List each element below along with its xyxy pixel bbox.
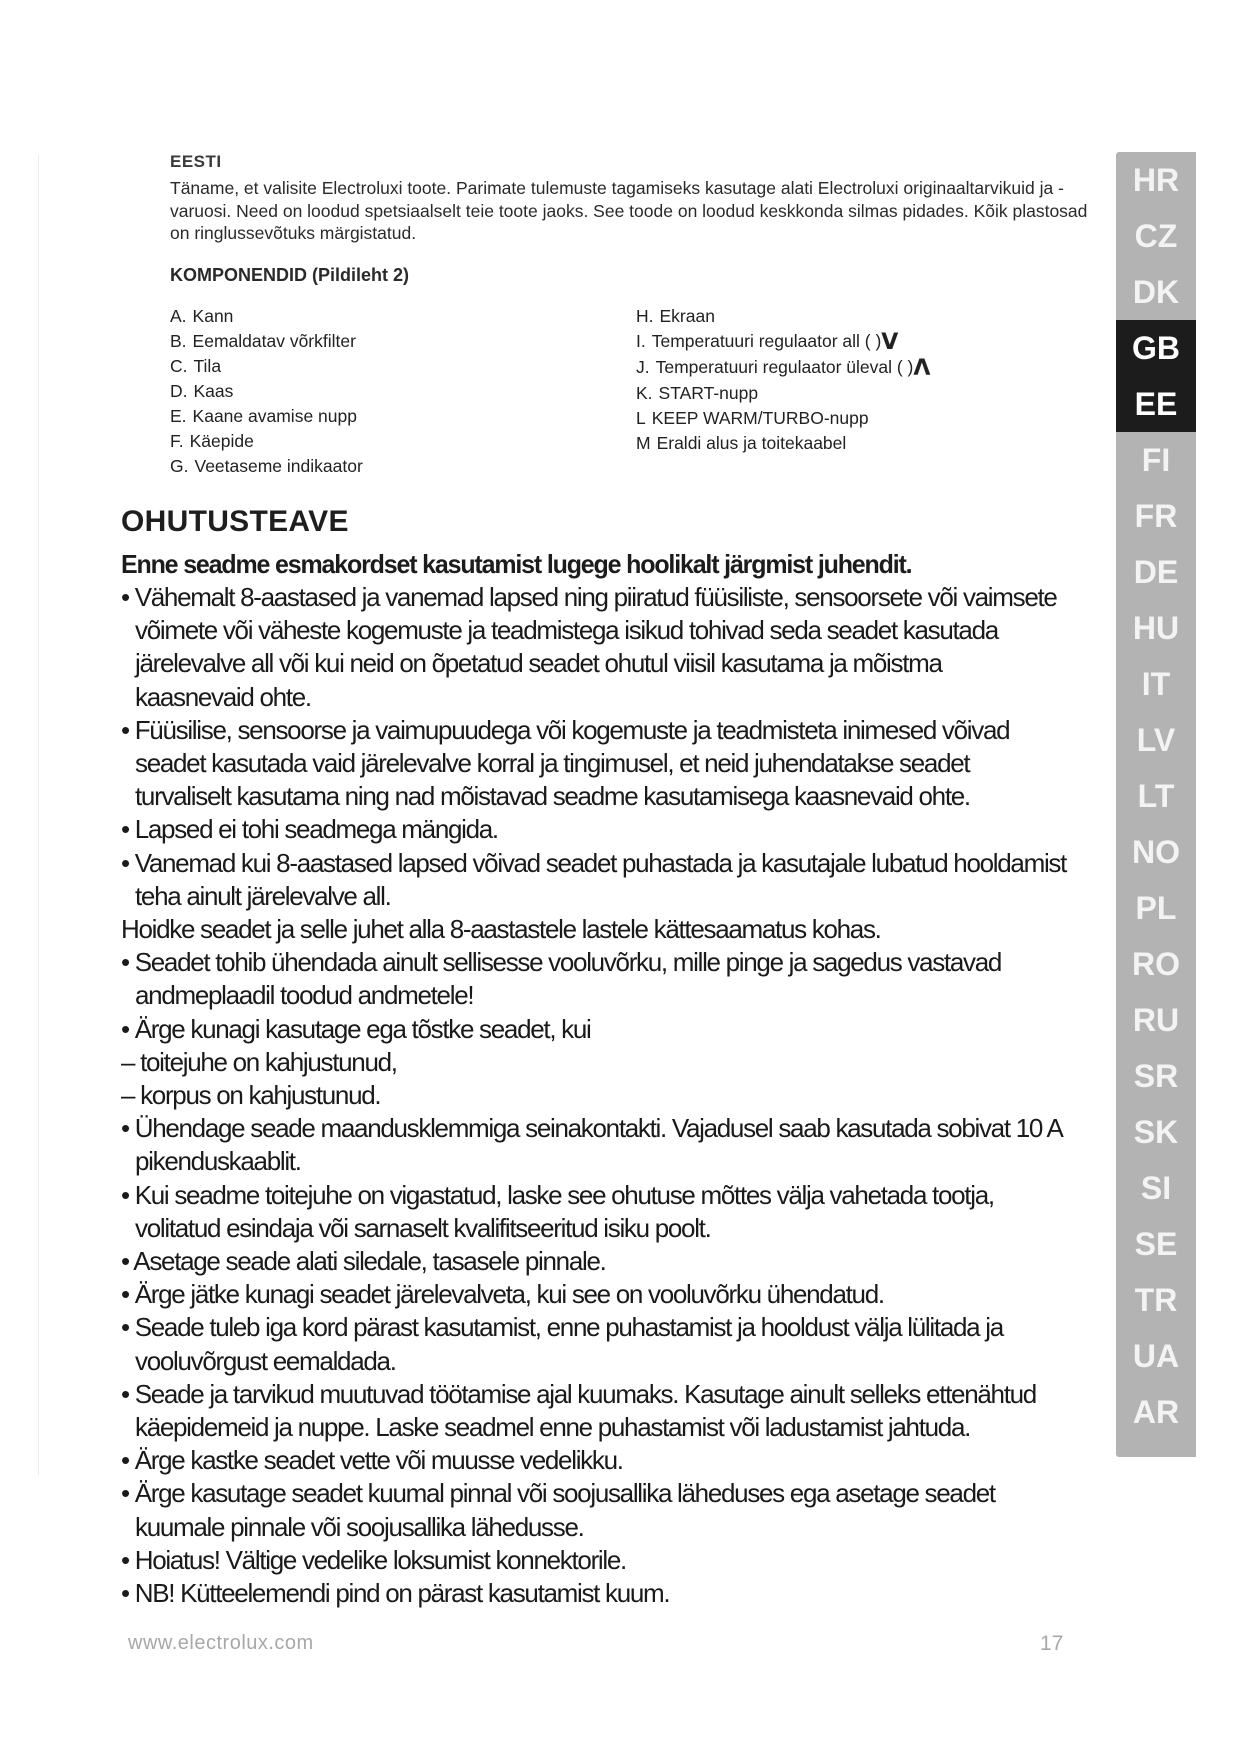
language-tab-tr[interactable]: TR [1134,1282,1178,1318]
safety-line: volitatud esindaja või sarnaselt kvalifitseeritud isiku poolt. [135,1212,711,1243]
safety-item [121,946,1096,1012]
component-label: Temperatuuri regulaator üleval ( ) [655,357,914,377]
component-label: Veetaseme indikaator [194,456,363,476]
language-tab-de[interactable]: DE [1133,554,1179,590]
safety-line: järelevalve all või kui neid on õpetatud seadet ohutul viisil kasutama ja mõistma [135,648,942,679]
component-label: KEEP WARM/TURBO-nupp [651,408,869,428]
safety-line: – toitejuhe on kahjustunud, [121,1046,397,1077]
language-tabs [1116,152,1196,1457]
safety-item [121,1179,1096,1245]
safety-line: • NB! Kütteelemendi pind on pärast kasutamist kuum. [121,1578,670,1609]
component-item [170,304,610,329]
safety-item [121,1079,1096,1112]
language-tab-it[interactable]: IT [1141,666,1171,702]
component-item [170,404,610,429]
component-letter: L [636,408,646,428]
component-label: Ekraan [659,306,715,326]
component-letter: G. [170,456,189,476]
safety-item [121,1544,1096,1577]
language-tab-hr[interactable]: HR [1132,162,1180,198]
safety-line: – korpus on kahjustunud. [121,1080,381,1111]
safety-line: pikenduskaablit. [135,1146,301,1177]
page-margin-rule [38,155,39,1475]
safety-line: • Ärge jätke kunagi seadet järelevalveta, kui see on vooluvõrku ühendatud. [121,1279,884,1310]
component-label: Eemaldatav võrkfilter [192,331,356,351]
safety-item [121,1311,1096,1377]
component-item [170,354,610,379]
components-list-left [170,304,610,479]
language-tab-hu[interactable]: HU [1132,610,1180,646]
component-label: Eraldi alus ja toitekaabel [656,433,847,453]
safety-line: Hoidke seadet ja selle juhet alla 8-aastastele lastele kättesaamatus kohas. [121,914,881,945]
component-item [170,329,610,354]
safety-section [121,548,1096,1610]
temperature-arrow-icon: Λ [913,356,931,381]
language-tab-no[interactable]: NO [1132,834,1180,870]
safety-line: • Vähemalt 8-aastased ja vanemad lapsed ning piiratud füüsiliste, sensoorsete või vaimsete [121,582,1057,612]
component-letter: F. [170,431,184,451]
component-label: Temperatuuri regulaator all ( ) [651,331,882,351]
language-tab-pl[interactable]: PL [1135,890,1177,926]
component-label: Kaane avamise nupp [192,406,357,426]
component-item [636,304,1076,329]
safety-line: • Ühendage seade maandusklemmiga seinakontakti. Vajadusel saab kasutada sobivat 10 A [121,1113,1063,1144]
component-label: Kann [192,306,234,326]
safety-item [121,913,1096,946]
component-label: Käepide [189,431,254,451]
safety-line: • Seadet tohib ühendada ainult sellisesse vooluvõrku, mille pinge ja sagedus vastavad [121,947,1002,978]
component-letter: A. [170,306,187,326]
safety-line: kaasnevaid ohte. [135,681,311,712]
safety-item [121,1046,1096,1079]
component-item [636,329,1076,355]
language-tab-dk[interactable]: DK [1132,274,1180,310]
component-item [636,431,1076,456]
safety-line: seadet kasutada vaid järelevalve korral ja tingimusel, et neid juhendatakse seadet [135,748,970,779]
footer-url[interactable]: www.electrolux.com [128,1632,314,1654]
components-title: KOMPONENDID [170,265,308,285]
language-tab-lt[interactable]: LT [1137,778,1175,814]
component-letter: M [636,433,651,453]
safety-item [121,1477,1096,1543]
component-letter: D. [170,381,188,401]
safety-line: • Füüsilise, sensoorse ja vaimupuudega või kogemuste ja teadmisteta inimesed võivad [121,714,1010,745]
component-letter: B. [170,331,187,351]
language-tab-gb[interactable]: GB [1116,320,1196,376]
language-heading: EESTI [170,152,222,171]
component-letter: C. [170,356,188,376]
safety-intro: Enne seadme esmakordset kasutamist lugege hoolikalt järgmist juhendit. [121,549,912,579]
language-tab-sr[interactable]: SR [1133,1058,1179,1094]
component-item [170,454,610,479]
safety-line: teha ainult järelevalve all. [135,880,391,911]
safety-line: vooluvõrgust eemaldada. [135,1345,396,1376]
safety-item [121,813,1096,846]
language-tab-ee[interactable]: EE [1116,376,1196,432]
language-tab-se[interactable]: SE [1134,1226,1178,1262]
safety-item [121,1245,1096,1278]
safety-item [121,581,1096,714]
component-label: START-nupp [658,383,759,403]
language-tab-fi[interactable]: FI [1141,442,1171,478]
component-letter: H. [636,306,654,326]
safety-line: • Ärge kastke seadet vette või muusse vedelikku. [121,1445,623,1476]
language-tab-lv[interactable]: LV [1136,722,1176,758]
safety-item [121,1278,1096,1311]
component-item [636,406,1076,431]
component-item [170,379,610,404]
safety-line: • Vanemad kui 8-aastased lapsed võivad seadet puhastada ja kasutajale lubatud hooldamist [121,847,1067,878]
safety-line: • Ärge kasutage seadet kuumal pinnal või soojusallika läheduses ega asetage seadet [121,1478,995,1509]
language-tab-ru[interactable]: RU [1132,1002,1180,1038]
safety-line: • Kui seadme toitejuhe on vigastatud, laske see ohutuse mõttes välja vahetada tootja, [121,1179,994,1210]
safety-line: • Seade tuleb iga kord pärast kasutamist, enne puhastamist ja hooldust välja lülitada ja [121,1312,1003,1343]
components-heading [170,265,409,286]
component-label: Kaas [193,381,234,401]
language-tab-ar[interactable]: AR [1132,1394,1180,1430]
language-tab-si[interactable]: SI [1140,1170,1172,1206]
safety-item [121,1112,1096,1178]
language-tab-ua[interactable]: UA [1132,1338,1180,1374]
component-item [170,429,610,454]
component-letter: I. [636,331,646,351]
component-item [636,381,1076,406]
component-item [636,355,1076,381]
safety-line: • Lapsed ei tohi seadmega mängida. [121,814,498,845]
component-letter: E. [170,406,187,426]
safety-list [121,581,1096,1610]
language-tab-cz[interactable]: CZ [1134,218,1178,254]
component-letter: J. [636,357,650,377]
safety-line: • Asetage seade alati siledale, tasasele pinnale. [121,1246,606,1277]
safety-line: kuumale pinnale või soojusallika lähedusse. [135,1511,584,1542]
intro-paragraph: Täname, et valisite Electroluxi toote. Parimate tulemuste tagamiseks kasutage alati Electroluxi originaaltarvikuid ja -varuosi. Need on loodud spetsiaalselt teie toote jaoks. See toode on loodud keskkonda silmas pidades. Kõik plastosad on ringlussevõtuks märgistatud. [170,178,1088,243]
safety-title: OHUTUSTEAVE [121,505,349,538]
safety-line: käepidemeid ja nuppe. Laske seadmel enne puhastamist või ladustamist jahtuda. [135,1412,971,1443]
page-number: 17 [1040,1632,1064,1655]
components-list-right [636,304,1076,456]
safety-item [121,1013,1096,1046]
components-subtitle: (Pildileht 2) [312,265,410,285]
safety-line: • Ärge kunagi kasutage ega tõstke seadet, kui [121,1013,591,1044]
safety-line: • Hoiatus! Vältige vedelike loksumist konnektorile. [121,1544,626,1575]
safety-item [121,1577,1096,1610]
component-label: Tila [193,356,222,376]
component-letter: K. [636,383,653,403]
safety-line: • Seade ja tarvikud muutuvad töötamise ajal kuumaks. Kasutage ainult selleks ettenähtud [121,1378,1036,1409]
language-tab-ro[interactable]: RO [1132,946,1180,982]
safety-line: võimete või väheste kogemuste ja teadmistega isikud tohivad seda seadet kasutada [135,615,998,646]
safety-item [121,714,1096,814]
temperature-arrow-icon: V [881,330,899,355]
language-tab-fr[interactable]: FR [1134,498,1178,534]
safety-line: turvaliselt kasutama ning nad mõistavad seadme kasutamisega kaasnevaid ohte. [135,781,970,812]
safety-item [121,1444,1096,1477]
language-tab-sk[interactable]: SK [1133,1114,1179,1150]
safety-item [121,1378,1096,1444]
safety-line: andmeplaadil toodud andmetele! [135,980,474,1011]
safety-item [121,847,1096,913]
